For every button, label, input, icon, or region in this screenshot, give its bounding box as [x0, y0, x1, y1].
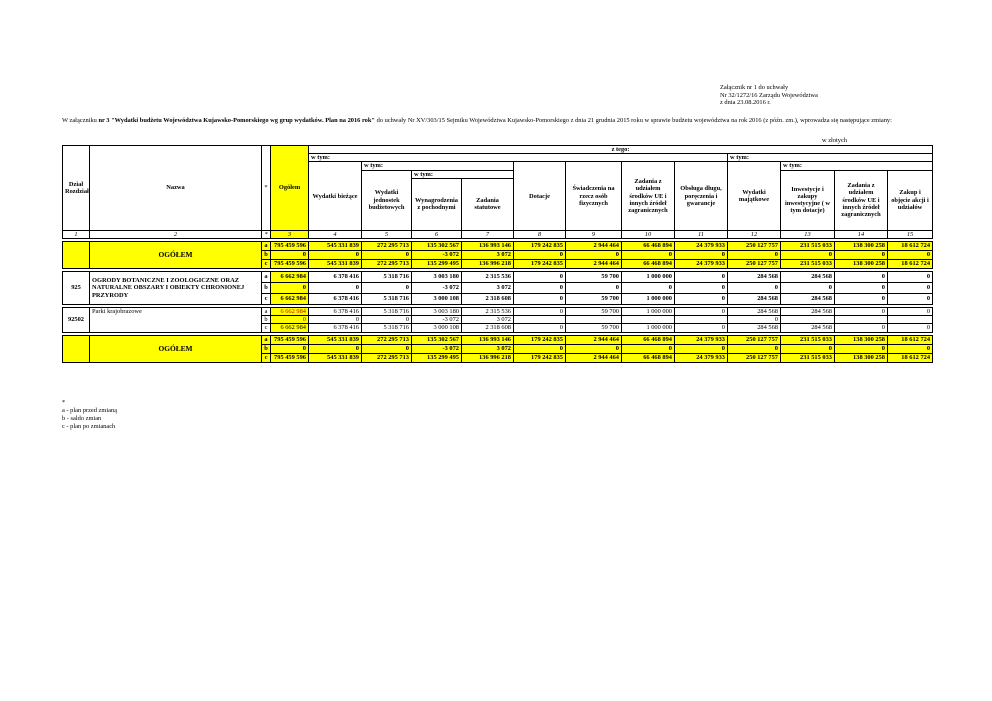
table-row — [63, 335, 933, 344]
row-value: 0 — [309, 251, 362, 260]
row-value: 24 379 933 — [675, 260, 728, 269]
legend-star: * — [62, 399, 66, 406]
table-row — [63, 308, 933, 316]
row-value: 179 242 835 — [514, 335, 566, 344]
col-head-ogolem: Ogółem — [271, 146, 309, 231]
row-value: 59 700 — [566, 294, 622, 305]
row-value: 0 — [675, 251, 728, 260]
row-value — [888, 316, 933, 324]
col-num: 14 — [835, 230, 888, 238]
intro-pre: W załączniku — [62, 117, 99, 124]
row-value: 284 568 — [781, 294, 835, 305]
row-value: 250 127 757 — [728, 335, 781, 344]
row-value: 66 468 894 — [622, 260, 675, 269]
row-value: 3 072 — [462, 251, 514, 260]
row-value: 0 — [309, 316, 362, 324]
row-value: 0 — [362, 283, 412, 294]
col-head-obsluga: Obsługa długu, poręczenia i gwarancje — [675, 162, 728, 230]
row-value: 0 — [835, 251, 888, 260]
row-value: 24 379 933 — [675, 335, 728, 344]
row-value: 5 318 716 — [362, 308, 412, 316]
row-value: 0 — [566, 251, 622, 260]
row-value: 795 459 596 — [271, 335, 309, 344]
col-num: 3 — [271, 230, 309, 238]
row-value: 3 000 108 — [412, 324, 462, 332]
col-num: 5 — [362, 230, 412, 238]
row-value: 0 — [514, 272, 566, 283]
row-value: 1 000 000 — [622, 324, 675, 332]
row-value: 0 — [835, 344, 888, 353]
row-value: 2 315 536 — [462, 272, 514, 283]
row-value: 0 — [622, 344, 675, 353]
col-head-swiadczenia: Świadczenia na rzecz osób fizycznych — [566, 162, 622, 230]
row-value: 6 378 416 — [309, 294, 362, 305]
row-value: 284 568 — [781, 308, 835, 316]
row-value: 0 — [781, 283, 835, 294]
row-value: 0 — [728, 251, 781, 260]
row-value: 0 — [835, 272, 888, 283]
row-value: 24 379 933 — [675, 353, 728, 362]
row-value: 0 — [675, 272, 728, 283]
row-value: 0 — [888, 294, 933, 305]
row-value: 6 378 416 — [309, 308, 362, 316]
row-value: 3 072 — [462, 316, 514, 324]
row-value: 3 003 180 — [412, 308, 462, 316]
row-value: 3 000 108 — [412, 294, 462, 305]
row-value: 66 468 894 — [622, 242, 675, 251]
col-num: * — [262, 230, 271, 238]
row-value: 138 300 258 — [835, 260, 888, 269]
row-key: c — [262, 324, 271, 332]
row-value: 136 993 146 — [462, 335, 514, 344]
row-value: 0 — [888, 344, 933, 353]
row-value: -3 072 — [412, 283, 462, 294]
row-value: 0 — [835, 294, 888, 305]
row-value: 795 459 596 — [271, 242, 309, 251]
legend-c: c - plan po zmianach — [62, 423, 116, 430]
row-code-empty — [63, 335, 90, 362]
col-num: 6 — [412, 230, 462, 238]
col-head-wyd-jednostek: Wydatki jednostek budżetowych — [362, 170, 412, 230]
row-value: 0 — [514, 308, 566, 316]
row-value: 0 — [566, 344, 622, 353]
row-value: 0 — [622, 283, 675, 294]
row-value: 138 300 258 — [835, 353, 888, 362]
row-value: 2 318 608 — [462, 294, 514, 305]
row-value: 1 000 000 — [622, 272, 675, 283]
row-value: 138 300 258 — [835, 242, 888, 251]
row-value: 18 612 724 — [888, 242, 933, 251]
dzial-block — [63, 272, 933, 305]
col-num: 15 — [888, 230, 933, 238]
row-value — [675, 316, 728, 324]
row-value: 795 459 596 — [271, 353, 309, 362]
row-value: 6 662 984 — [271, 308, 309, 316]
row-value: 0 — [675, 294, 728, 305]
row-value: 284 568 — [728, 308, 781, 316]
row-value: 0 — [728, 283, 781, 294]
row-value: 5 318 716 — [362, 324, 412, 332]
row-key: c — [262, 294, 271, 305]
intro-post: do uchwały Nr XV/303/15 Sejmiku Województwa Kujawsko-Pomorskiego z dnia 21 grudnia 2015 roku w sprawie budżetu województwa na rok 2016 (z późn. zm.), wprowadza się następujące zmiany: — [374, 117, 892, 124]
unit-label: w złotych — [822, 137, 848, 144]
row-value: 3 072 — [462, 283, 514, 294]
row-code: 92502 — [63, 308, 90, 333]
col-head-zakup-akcji: Zakup i objęcie akcji i udziałów — [888, 170, 933, 230]
row-value: 1 000 000 — [622, 294, 675, 305]
row-value: 0 — [622, 251, 675, 260]
row-value: 545 331 839 — [309, 353, 362, 362]
row-value: 0 — [514, 294, 566, 305]
col-head-inwestycje: Inwestycje i zakupy inwestycyjne ( w tym dotacje) — [781, 170, 835, 230]
row-value: 284 568 — [728, 294, 781, 305]
row-value: 545 331 839 — [309, 242, 362, 251]
table-row — [63, 272, 933, 283]
row-value: 0 — [888, 308, 933, 316]
table-row — [63, 242, 933, 251]
row-value: 59 700 — [566, 324, 622, 332]
row-value: 272 295 713 — [362, 335, 412, 344]
row-key: c — [262, 260, 271, 269]
row-value: 6 662 984 — [271, 324, 309, 332]
row-value: 135 302 567 — [412, 335, 462, 344]
col-head-dotacje: Dotacje — [514, 162, 566, 230]
row-code: 925 — [63, 272, 90, 305]
col-num: 10 — [622, 230, 675, 238]
row-value: 0 — [835, 324, 888, 332]
row-value: 0 — [888, 283, 933, 294]
row-value: 136 993 146 — [462, 242, 514, 251]
row-value: 18 612 724 — [888, 335, 933, 344]
col-num: 2 — [90, 230, 262, 238]
row-value: 250 127 757 — [728, 353, 781, 362]
row-value: 0 — [888, 324, 933, 332]
row-value: 0 — [675, 344, 728, 353]
row-value: -3 072 — [412, 316, 462, 324]
row-value: 0 — [888, 272, 933, 283]
row-value: 545 331 839 — [309, 260, 362, 269]
row-key: c — [262, 353, 271, 362]
row-value — [781, 316, 835, 324]
row-key: a — [262, 335, 271, 344]
row-value: 0 — [675, 308, 728, 316]
col-num: 1 — [63, 230, 90, 238]
head-w-tym-biezace: w tym: — [309, 154, 728, 162]
row-value: 66 468 894 — [622, 353, 675, 362]
row-value: 0 — [675, 324, 728, 332]
row-name: OGÓŁEM — [90, 335, 262, 362]
row-key: b — [262, 251, 271, 260]
row-value: 0 — [728, 344, 781, 353]
row-value: 18 612 724 — [888, 260, 933, 269]
row-value: 135 299 495 — [412, 260, 462, 269]
row-value: 231 515 033 — [781, 260, 835, 269]
header-line-3: z dnia 23.08.2016 r. — [720, 99, 771, 107]
row-value: 6 662 984 — [271, 294, 309, 305]
row-value: 135 302 567 — [412, 242, 462, 251]
row-value: 284 568 — [781, 324, 835, 332]
header-line-2: Nr 32/1272/16 Zarządu Województwa — [720, 91, 818, 99]
row-value: 179 242 835 — [514, 260, 566, 269]
col-num: 8 — [514, 230, 566, 238]
row-value: 24 379 933 — [675, 242, 728, 251]
col-head-nazwa: Nazwa — [90, 146, 262, 231]
row-value: -3 072 — [412, 251, 462, 260]
row-value: 179 242 835 — [514, 353, 566, 362]
head-w-tym-wynagrodzenia: w tym: — [412, 170, 514, 178]
intro-bold: nr 3 "Wydatki budżetu Województwa Kujawsko-Pomorskiego wg grup wydatków. Plan na 2016 rok" — [98, 117, 375, 124]
row-value: 545 331 839 — [309, 335, 362, 344]
row-value: 231 515 033 — [781, 353, 835, 362]
col-num: 4 — [309, 230, 362, 238]
row-value — [622, 316, 675, 324]
row-value: 2 944 464 — [566, 353, 622, 362]
expenditure-table — [62, 145, 933, 363]
row-value: 284 568 — [781, 272, 835, 283]
row-name: OGÓŁEM — [90, 242, 262, 269]
row-key: a — [262, 242, 271, 251]
row-value: 136 996 218 — [462, 260, 514, 269]
row-key: b — [262, 316, 271, 324]
col-head-zadania-ue-2: Zadania z udziałem środków UE i innych źródeł zagranicznych — [835, 170, 888, 230]
row-value: 0 — [362, 251, 412, 260]
row-value: 231 515 033 — [781, 242, 835, 251]
head-w-tym-inwestycje: w tym: — [781, 162, 933, 170]
col-head-dzial: Dział Rozdział — [63, 146, 90, 231]
row-key: b — [262, 344, 271, 353]
head-z-tego: z tego: — [309, 146, 933, 154]
attachment-header — [720, 84, 818, 107]
head-w-tym-jednostki: w tym: — [362, 162, 514, 170]
row-value: 0 — [728, 316, 781, 324]
ogolem-block-top — [63, 242, 933, 269]
row-value: 231 515 033 — [781, 335, 835, 344]
row-value: 6 662 984 — [271, 272, 309, 283]
intro-paragraph — [62, 117, 932, 125]
row-value: 0 — [514, 324, 566, 332]
row-value: 0 — [888, 251, 933, 260]
row-value: 6 378 416 — [309, 324, 362, 332]
col-num: 13 — [781, 230, 835, 238]
row-value: 272 295 713 — [362, 260, 412, 269]
legend — [62, 399, 117, 431]
row-value: 59 700 — [566, 308, 622, 316]
head-w-tym-majatkowe: w tym: — [728, 154, 933, 162]
column-number-row — [63, 230, 933, 238]
row-value: 0 — [362, 344, 412, 353]
row-value: 135 299 495 — [412, 353, 462, 362]
row-value: 0 — [514, 344, 566, 353]
row-value: 0 — [271, 344, 309, 353]
legend-a: a - plan przed zmianą — [62, 407, 118, 414]
row-value: 0 — [309, 283, 362, 294]
row-value: 0 — [781, 251, 835, 260]
row-value: -3 072 — [412, 344, 462, 353]
row-value: 138 300 258 — [835, 335, 888, 344]
row-name: OGRODY BOTANICZNE I ZOOLOGICZNE ORAZ NATURALNE OBSZARY I OBIEKTY CHRONIONEJ PRZYRODY — [90, 272, 262, 305]
row-value: 0 — [835, 283, 888, 294]
row-value: 3 003 180 — [412, 272, 462, 283]
row-value: 2 318 608 — [462, 324, 514, 332]
row-value: 0 — [362, 316, 412, 324]
row-value: 2 944 464 — [566, 335, 622, 344]
row-value — [835, 316, 888, 324]
row-value: 0 — [514, 251, 566, 260]
col-num: 12 — [728, 230, 781, 238]
row-key: b — [262, 283, 271, 294]
row-value: 5 318 716 — [362, 294, 412, 305]
row-value: 284 568 — [728, 324, 781, 332]
row-value: 3 072 — [462, 344, 514, 353]
row-value: 272 295 713 — [362, 242, 412, 251]
row-value: 179 242 835 — [514, 242, 566, 251]
col-head-zadania-ue: Zadania z udziałem środków UE i innych źródeł zagranicznych — [622, 162, 675, 230]
col-head-wynagrodzenia: Wynagrodzenia z pochodnymi — [412, 178, 462, 230]
col-head-wydatki-majatkowe: Wydatki majątkowe — [728, 162, 781, 230]
row-value: 66 468 894 — [622, 335, 675, 344]
row-value: 0 — [271, 316, 309, 324]
col-num: 11 — [675, 230, 728, 238]
row-name: Parki krajobrazowe — [90, 308, 262, 333]
ogolem-block-bottom — [63, 335, 933, 362]
legend-b: b - saldo zmian — [62, 415, 102, 422]
row-value: 795 459 596 — [271, 260, 309, 269]
rozdzial-block — [63, 308, 933, 333]
row-value: 250 127 757 — [728, 242, 781, 251]
row-key: a — [262, 308, 271, 316]
row-value: 250 127 757 — [728, 260, 781, 269]
row-value: 2 944 464 — [566, 260, 622, 269]
row-value: 6 378 416 — [309, 272, 362, 283]
row-key: a — [262, 272, 271, 283]
row-value: 284 568 — [728, 272, 781, 283]
row-value: 59 700 — [566, 272, 622, 283]
row-value: 1 000 000 — [622, 308, 675, 316]
row-value: 18 612 724 — [888, 353, 933, 362]
row-value: 0 — [309, 344, 362, 353]
col-num: 9 — [566, 230, 622, 238]
row-value: 0 — [781, 344, 835, 353]
row-value: 0 — [835, 308, 888, 316]
row-value: 0 — [675, 283, 728, 294]
col-num: 7 — [462, 230, 514, 238]
row-code-empty — [63, 242, 90, 269]
row-value — [566, 316, 622, 324]
row-value: 0 — [271, 251, 309, 260]
header-line-1: Załącznik nr 1 do uchwały — [720, 84, 789, 91]
row-value: 272 295 713 — [362, 353, 412, 362]
col-head-wydatki-biezace: Wydatki bieżące — [309, 162, 362, 230]
row-value: 0 — [271, 283, 309, 294]
col-head-star: * — [262, 146, 271, 231]
row-value: 0 — [566, 283, 622, 294]
row-value: 5 318 716 — [362, 272, 412, 283]
row-value: 2 944 464 — [566, 242, 622, 251]
row-value: 2 315 536 — [462, 308, 514, 316]
row-value: 0 — [514, 283, 566, 294]
row-value — [514, 316, 566, 324]
col-head-zadania-statutowe: Zadania statutowe — [462, 178, 514, 230]
row-value: 136 996 218 — [462, 353, 514, 362]
